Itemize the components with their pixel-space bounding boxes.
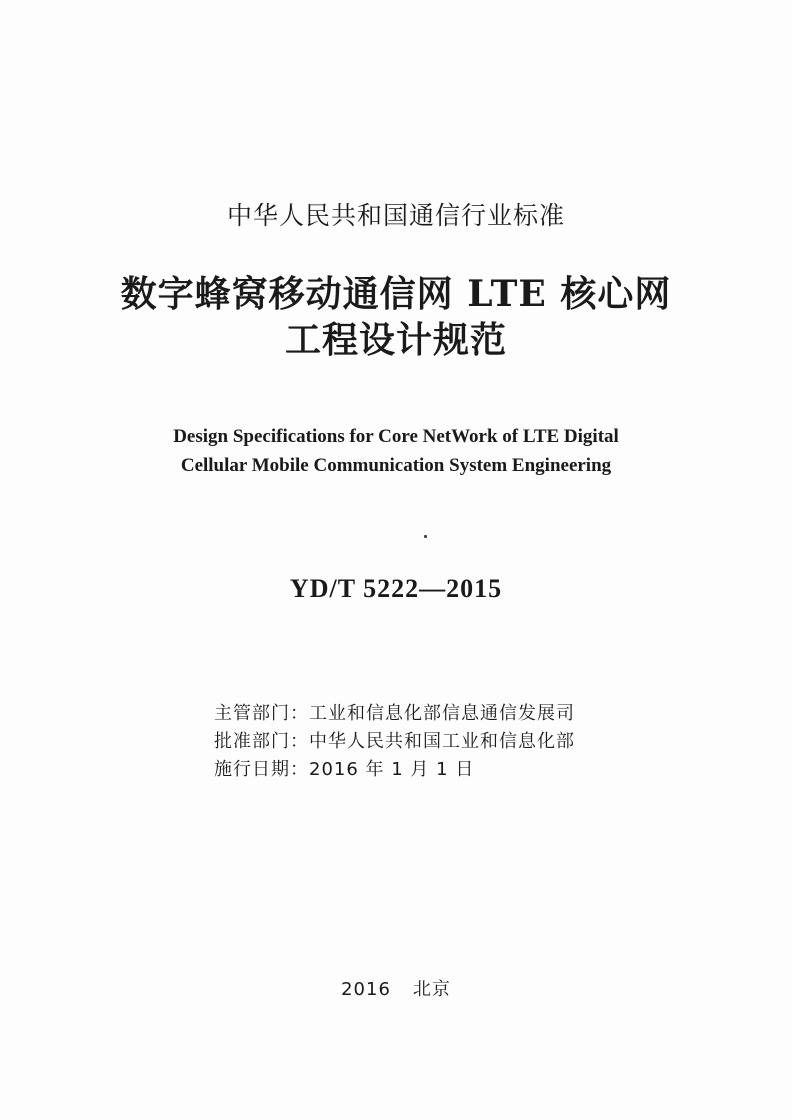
approving-department: 批准部门：中华人民共和国工业和信息化部 [214, 731, 575, 752]
publication-city: 北京 [412, 979, 451, 1000]
standard-category: 中华人民共和国通信行业标准 [226, 201, 565, 230]
publication-meta [214, 700, 575, 784]
standard-number: YD/T 5222—2015 [289, 574, 503, 603]
chinese-title-line-2: 工程设计规范 [284, 319, 507, 361]
english-title-line-2: Cellular Mobile Communication System Engineering [180, 455, 612, 476]
competent-department: 主管部门：工业和信息化部信息通信发展司 [214, 703, 575, 724]
effective-date: 施行日期：2016 年 1 月 1 日 [214, 759, 475, 780]
publication-footer [0, 975, 792, 1001]
english-title-line-1: Design Specifications for Core NetWork of LTE Digital [173, 426, 619, 447]
publication-year: 2016 [341, 979, 391, 1000]
print-speck [424, 535, 427, 538]
chinese-title-line-1: 数字蜂窝移动通信网 LTE 核心网 [120, 273, 672, 315]
